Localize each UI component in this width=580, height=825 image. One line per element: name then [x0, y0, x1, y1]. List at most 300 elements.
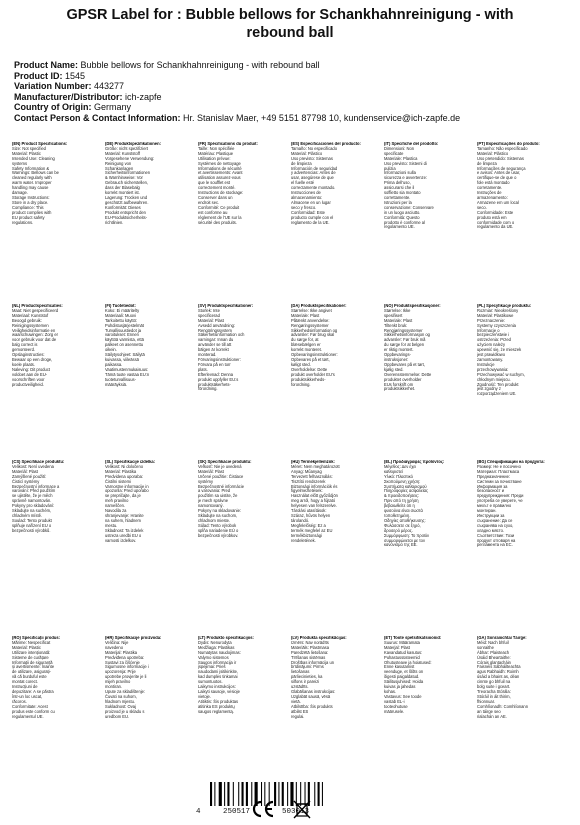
- spec-block-line: ustreza uredbi EU o: [105, 532, 142, 538]
- title-line-1: GPSR Label for : Bubble bellows for Schankhahnreinigung - with: [66, 7, 514, 23]
- spec-block-line: tooteohutuse: [384, 703, 408, 709]
- spec-block-line: Conformidade: Este: [477, 209, 514, 215]
- spec-block-line: produktet overholder: [384, 376, 422, 382]
- spec-block-line: Bezpečnostní informace a: [12, 483, 60, 489]
- spec-block-line: Bewaar op een droge,: [12, 356, 53, 362]
- spec-block: [105, 142, 191, 225]
- spec-block-heading: (SL) Specifikacije izdelka:: [105, 460, 156, 464]
- spec-block-line: kuivassa, viileässä: [105, 356, 139, 362]
- spec-block-line: Konformität: Dieses: [105, 204, 141, 210]
- barcode-bar: [224, 782, 225, 806]
- spec-block-line: correctement monté.: [198, 185, 236, 191]
- spec-block-line: Conformitate: Acest: [12, 703, 48, 709]
- spec-block-line: Reinigung von: [105, 160, 132, 166]
- spec-block-line: que le soufflet est: [198, 180, 231, 186]
- spec-block-line: rozporządzeniem UE.: [477, 391, 517, 397]
- spec-block: [384, 304, 470, 392]
- spec-block-line: Φυλάσσετε σε ξηρό,: [384, 522, 421, 528]
- spec-block-line: Sustavi za čišćenje: [105, 659, 140, 665]
- spec-block-line: vietā.: [291, 698, 301, 704]
- spec-block-line: Opbevaringsinstruktioner:: [291, 352, 338, 358]
- spec-block-line: & προειδοποιήσεις:: [384, 493, 420, 499]
- spec-block-line: Mărime: Nespecificat: [12, 639, 51, 645]
- spec-block-line: corretamente.: [477, 185, 503, 191]
- spec-block-line: blæsebælgen er: [291, 342, 321, 348]
- spec-block-line: varoitukset: Ennen: [105, 332, 139, 338]
- spec-block-line: Размер: Не е посочено: [477, 463, 521, 469]
- spec-block-line: Armazene em um local: [477, 199, 519, 205]
- spec-block-line: Systèmes de nettoyage: [198, 160, 241, 166]
- spec-block-line: Tarkoitettu käyttö:: [105, 317, 138, 323]
- spec-block-line: chladném místě.: [12, 512, 43, 518]
- spec-block-line: hladnom mjestu.: [105, 698, 136, 704]
- spec-block: [105, 460, 191, 543]
- spec-block-line: Čisticí systémy: [12, 478, 40, 484]
- barcode-bar: [238, 782, 239, 806]
- spec-block-line: βεβαιωθείτε ότι η: [384, 503, 415, 509]
- spec-block-line: Veličina: Nije: [105, 639, 129, 645]
- spec-block-line: Conserver dans un: [198, 194, 233, 200]
- spec-block-line: Biztonsági információk és: [291, 483, 338, 489]
- spec-block-heading: (PT) Especificações do produto:: [477, 142, 540, 146]
- spec-block-line: Sicherheitsinformationen: [105, 170, 151, 176]
- spec-block-line: förordning.: [198, 386, 218, 392]
- spec-block-line: productveiligheid.: [12, 381, 44, 387]
- spec-block-line: richtlinien.: [105, 219, 124, 225]
- spec-block: [105, 304, 191, 387]
- spec-block-line: Informații de siguranță: [12, 659, 53, 665]
- spec-block-line: Stóráil in áit thirim,: [477, 693, 511, 699]
- spec-block-line: Safety Information &: [12, 165, 50, 171]
- spec-block-line: Tīrīšanas sistēmas: [291, 654, 326, 660]
- spec-block-heading: (RO) Specificații produs:: [12, 636, 60, 640]
- spec-block-line: cleaned regularly with: [12, 175, 52, 181]
- spec-block-line: y advertencias: Antes de: [291, 170, 336, 176]
- spec-block-line: zamontowany.: [477, 356, 504, 362]
- spec-block-heading: (FI) Tuotetiedot:: [105, 304, 136, 308]
- spec-block-heading: (HR) Specifikacije proizvoda:: [105, 636, 162, 640]
- spec-block-line: vietoje.: [198, 693, 211, 699]
- spec-block-line: Системи за почистване: [477, 478, 522, 484]
- spec-block-line: Instrucciones de: [291, 190, 321, 196]
- spec-block-heading: (HU) Termékjellemzők:: [291, 460, 335, 464]
- spec-block-line: Förvara på en torr: [198, 361, 231, 367]
- spec-block-line: Ábhar: Plaisteach: [477, 649, 510, 655]
- spec-block-heading: (LV) Produkta specifikācijas:: [291, 636, 347, 640]
- spec-block-line: Size: Not specified: [12, 145, 46, 151]
- spec-block-line: použitím sa uistite, že: [198, 493, 238, 499]
- spec-block-line: Størrelse: Ikke angivet: [291, 307, 332, 313]
- spec-block-line: figyelmeztetések:: [291, 488, 323, 494]
- spec-block-line: κανονισμό της ΕΕ.: [384, 542, 418, 548]
- spec-block-line: Storage Instructions:: [12, 194, 50, 200]
- spec-block-line: Medžiaga: Plastikas: [198, 644, 235, 650]
- spec-block-line: Materiál: Plast: [12, 468, 38, 474]
- spec-block-line: systems: [12, 160, 28, 166]
- barcode-bar: [287, 782, 288, 806]
- spec-block-line: atitinka ES produktų: [198, 703, 235, 709]
- ean-barcode: [206, 782, 326, 802]
- spec-block-line: damage.: [12, 190, 28, 196]
- spec-block-line: sicurezza e avvertenze:: [384, 175, 428, 181]
- spec-block-line: Lagerung: Trocken und: [105, 194, 148, 200]
- spec-block-line: varningar: Innan du: [198, 337, 234, 343]
- spec-block: [291, 460, 377, 543]
- spec-block-line: specificerad: [198, 312, 220, 318]
- info-label: Manufacturer/Distributor:: [14, 91, 123, 102]
- spec-block-line: într-un loc uscat,: [12, 693, 43, 699]
- spec-block-line: jest prawidłowo: [477, 352, 505, 358]
- spec-block-line: Puhdistusjärjestelmät: [105, 322, 144, 328]
- product-info: [14, 60, 574, 124]
- spec-block-line: veenduge, et lõõts on: [384, 669, 424, 675]
- spec-block-line: Materjal: Plast: [384, 644, 410, 650]
- spec-block-line: użyciem należy: [477, 342, 505, 348]
- spec-block-line: seco y fresco.: [291, 204, 317, 210]
- spec-block-line: el fuelle esté: [291, 180, 314, 186]
- spec-block-line: Overholdelse: Dette: [291, 366, 328, 372]
- spec-block-line: Säilytysohjeet: Säilytä: [105, 352, 145, 358]
- spec-block-line: Určené použitie: Čistiace: [198, 473, 244, 479]
- info-row: [14, 92, 574, 103]
- spec-block-line: uzstādīts.: [291, 684, 309, 690]
- info-row: [14, 60, 574, 71]
- spec-block-line: продукт отговаря на: [477, 537, 516, 543]
- spec-block-line: монтиран.: [477, 508, 497, 514]
- spec-block-line: Utilisation prévue:: [198, 155, 231, 161]
- spec-block-line: warm water. Improper: [12, 180, 52, 186]
- spec-block-line: seco.: [477, 204, 487, 210]
- spec-block-line: plats.: [198, 366, 208, 372]
- spec-block-line: kjølig sted.: [384, 366, 404, 372]
- info-row: [14, 71, 574, 82]
- spec-block-line: correctamente montado.: [291, 185, 336, 191]
- info-label: Contact Person & Contact Information:: [14, 112, 181, 123]
- spec-block-line: använder se till att: [198, 342, 232, 348]
- spec-block-line: Material: Plástico: [291, 150, 323, 156]
- spec-block-line: Sisteme de curățare: [12, 654, 49, 660]
- spec-block-line: Használat előtt győződjön: [291, 493, 338, 499]
- spec-block-line: upozorenja: Prije: [105, 669, 136, 675]
- spec-block-line: Μέγεθος: Δεν έχει: [384, 463, 417, 469]
- spec-block-line: se prepričajte, da je: [105, 493, 141, 499]
- spec-block-line: Izmērs: Nav norādīts: [291, 639, 329, 645]
- spec-block-heading: (ET) Toote spetsifikatsioonid:: [384, 636, 442, 640]
- spec-block-line: Enne kasutamist: [384, 664, 415, 670]
- spec-block-line: producto cumple con el: [291, 214, 334, 220]
- spec-block-line: du sørge for, at: [291, 337, 319, 343]
- spec-block-line: chłodnym miejscu.: [477, 376, 511, 382]
- barcode-bar: [242, 782, 244, 806]
- spec-block-line: produs este conform cu: [12, 708, 55, 714]
- spec-block-line: spĺňa nariadenie EÚ o: [198, 527, 239, 533]
- spec-block-line: Materiál: Plast: [198, 468, 224, 474]
- spec-block-line: almacenamiento:: [291, 194, 323, 200]
- spec-block-line: se ujistěte, že je měch: [12, 493, 53, 499]
- spec-block-line: Υλικό: Πλαστικό: [384, 473, 413, 479]
- spec-block-line: Vastavus: See toode: [384, 693, 422, 699]
- spec-block-line: conformidade com o: [477, 219, 515, 225]
- spec-block-line: Intended Use: Cleaning: [12, 155, 55, 161]
- spec-block-line: pārliecinieties, ka: [291, 674, 323, 680]
- spec-block-line: specificate: [384, 150, 404, 156]
- spec-block-line: Größe: nicht spezifiziert: [105, 145, 148, 151]
- spec-block-line: și avertismente: Înainte: [12, 664, 55, 670]
- spec-block-line: τοποθετημένη.: [384, 512, 411, 518]
- spec-block-line: Uso previsto: Sistemi di: [384, 160, 427, 166]
- spec-block-line: Säilitusjuhised: Hoida: [384, 679, 424, 685]
- spec-block-heading: (GA) Sonraíochtaí Táirge:: [477, 636, 527, 640]
- spec-block-line: Instrucțiuni de: [12, 684, 38, 690]
- spec-block-line: termékbiztonsági: [291, 532, 322, 538]
- spec-block-line: Veiligheidsinformatie en: [12, 327, 56, 333]
- barcode-digit-lead: 4: [196, 808, 201, 816]
- spec-block-line: silfons ir pareizi: [291, 679, 320, 685]
- spec-block-line: Taille: Non spécifiée: [198, 145, 235, 151]
- spec-block-line: correttamente.: [384, 194, 411, 200]
- spec-block-line: Tiltenkt bruk:: [384, 322, 408, 328]
- spec-block-line: Información de seguridad: [291, 165, 338, 171]
- spec-block-line: Navodila za: [105, 508, 127, 514]
- spec-block-line: Storlek: Inte: [198, 307, 220, 313]
- spec-block-line: EUs forskrift om: [384, 381, 414, 387]
- spec-block-line: Zamýšlené použití:: [12, 473, 47, 479]
- spec-block-line: atbilst ES: [291, 708, 309, 714]
- spec-block-line: Matériau: Plastique: [198, 150, 234, 156]
- spec-block-line: uredbom EU.: [105, 713, 130, 719]
- spec-block-line: Инструкции за: [477, 512, 505, 518]
- spec-block-line: Material: Plastika: [105, 468, 137, 474]
- spec-block-line: Instrukcje: [477, 361, 495, 367]
- spec-block-line: Materiale: Plast: [291, 312, 320, 318]
- spec-block-line: varování: Před použitím: [12, 488, 56, 494]
- spec-block-line: Avsedd användning:: [198, 322, 236, 328]
- spec-block-line: употреба се уверете, че: [477, 498, 523, 504]
- spec-block-line: EU-Produktsicherheits-: [105, 214, 148, 220]
- spec-block-line: įspėjimai: Prieš: [198, 664, 226, 670]
- spec-block-line: ostrzeżenia: Przed: [477, 337, 511, 343]
- spec-block-line: Dimensioni: Non: [384, 145, 415, 151]
- spec-block-line: Conformità: Questo: [384, 214, 420, 220]
- info-label: Product ID:: [14, 70, 63, 81]
- spec-block-line: Οδηγίες αποθήκευσης:: [384, 517, 426, 523]
- spec-block-line: fhionnuar.: [477, 698, 495, 704]
- spec-block-line: Atitiktis: Šis produktas: [198, 698, 239, 704]
- spec-block-line: съхранява на сухо,: [477, 522, 514, 528]
- spec-block-line: termék megfelel az EU: [291, 527, 333, 533]
- spec-block-line: de limpeza: [477, 160, 497, 166]
- spec-block-line: Материал: Пластмаса: [477, 468, 520, 474]
- spec-block-line: Upute za skladištenje:: [105, 688, 146, 694]
- info-label: Variation Number:: [14, 81, 92, 92]
- spec-block-line: Tisztító rendszerek: [291, 478, 326, 484]
- spec-block-line: Száraz, hűvös helyen: [291, 512, 331, 518]
- spec-block-line: varnosti izdelkov.: [105, 537, 137, 543]
- spec-block-line: rendeletének.: [291, 537, 316, 543]
- spec-block-line: Faisnéis Sábháilteachta: [477, 664, 521, 670]
- spec-block: [12, 142, 98, 225]
- spec-block-line: armazenamento:: [477, 194, 508, 200]
- spec-block: [384, 460, 470, 548]
- spec-block-line: de utilizare, asigurați-: [12, 669, 51, 675]
- spec-block-line: Sikkerhedsinformation og: [291, 327, 338, 333]
- spec-block-line: Overensstemmelse: Dette: [384, 371, 432, 377]
- barcode-bar: [219, 782, 222, 806]
- spec-block-line: Predviđena upotreba:: [105, 654, 145, 660]
- spec-block-heading: (DA) Produktspecifikationer:: [291, 304, 347, 308]
- spec-block-line: utilisation assurez-vous: [198, 175, 241, 181]
- info-value: Hr. Stanislav Maer, +49 5151 87798 10, kundenservice@ich-zapfe.de: [183, 112, 461, 123]
- spec-block-line: Sukladnost: Ovaj: [105, 703, 136, 709]
- barcode-bar: [233, 782, 234, 806]
- spec-block: [291, 304, 377, 387]
- spec-block-line: răcoros.: [12, 698, 27, 704]
- spec-block-heading: (DE) Produktspezifikationen:: [105, 142, 161, 146]
- spec-block-line: Opbevares på et tørt,: [291, 356, 330, 362]
- spec-block-line: Velikost: Ni določeno: [105, 463, 144, 469]
- spec-block-line: Instructions de stockage:: [198, 190, 244, 196]
- spec-block-line: de limpieza: [291, 160, 312, 166]
- spec-block-line: Materiāls: Plastmasa: [291, 644, 329, 650]
- spec-block-line: съхранение: Да се: [477, 517, 513, 523]
- spec-block-line: Material: Plástico: [477, 150, 509, 156]
- spec-block-line: Atbilstība: Šis produkts: [291, 703, 333, 709]
- spec-block-line: предупреждения: Преди: [477, 493, 524, 499]
- spec-block-line: õigesti paigaldatud.: [384, 674, 420, 680]
- barcode-bar: [278, 782, 279, 806]
- label-title: [20, 6, 560, 42]
- spec-block-line: Laikymo instrukcijos:: [198, 684, 236, 690]
- spec-block-line: Oppbevarings-: [384, 352, 411, 358]
- spec-block-line: agus Rabhaidh: Roimh: [477, 669, 519, 675]
- spec-block-line: EU product safety: [12, 214, 45, 220]
- spec-block-line: Instruções de: [477, 190, 502, 196]
- spec-block-line: správně namontován.: [12, 498, 52, 504]
- spec-block-line: Úsáid Bheartaithe:: [477, 654, 511, 660]
- spec-block-line: produkt overholder EU's: [291, 371, 335, 377]
- spec-block-line: Material: Kunststoff: [105, 150, 140, 156]
- spec-block-line: est conforme au: [198, 209, 228, 215]
- spec-block-line: namontovaný.: [198, 503, 224, 509]
- title-line-2: rebound ball: [246, 25, 334, 41]
- spec-block-line: reglamento de la UE.: [291, 219, 330, 225]
- spec-block-line: регламента на ЕС.: [477, 542, 513, 548]
- spec-block-line: voldoet aan de EU-: [12, 371, 48, 377]
- spec-block-line: korrekt montiert ist.: [105, 190, 140, 196]
- spec-block-line: produktsikkerhet.: [384, 386, 416, 392]
- spec-block-line: koele plaats.: [12, 361, 35, 367]
- spec-block-line: opozorila: Pred uporabo: [105, 488, 149, 494]
- spec-block-line: Tamanho: Não especificado: [477, 145, 528, 151]
- spec-block-line: Vaatimustenmukaisuus:: [105, 366, 149, 372]
- spec-block-line: Przechowywać w suchym,: [477, 371, 525, 377]
- barcode-bar: [214, 782, 215, 806]
- spec-block-line: gemonteerd.: [12, 347, 35, 353]
- spec-block-line: Informacje o: [477, 327, 500, 333]
- spec-block-heading: (EL) Προδιαγραφές προϊόντος:: [384, 460, 445, 464]
- spec-block-line: na suhem, hladnem: [105, 517, 141, 523]
- spec-block-line: Uzglabāt sausā, vēsā: [291, 693, 331, 699]
- spec-block-line: mijeh pravilno: [105, 679, 131, 685]
- spec-block-line: Conformidad: Este: [291, 209, 325, 215]
- spec-block-line: Conformité: Ce produit: [198, 204, 240, 210]
- spec-block-line: Sigurnosne informacije i: [105, 664, 149, 670]
- spec-block-heading: (EN) Product Specifications:: [12, 142, 68, 146]
- spec-block-line: du sørge for at belgen: [384, 342, 425, 348]
- spec-block-line: monterad.: [198, 352, 217, 358]
- spec-block-line: Materiale: Plastica: [384, 155, 418, 161]
- spec-block-line: Material: Plastic: [12, 644, 41, 650]
- spec-block-line: Suurus: Määramata: [384, 639, 420, 645]
- spec-block-line: regolamento UE.: [384, 224, 415, 230]
- spec-block-line: prodotto è conforme al: [384, 219, 425, 225]
- spec-block-line: depozitare: A se păstra: [12, 688, 54, 694]
- spec-block-line: Rengjøringssystemer: [384, 327, 423, 333]
- spec-block-line: montat corect.: [12, 679, 38, 685]
- spec-block-line: a varovania: Pred: [198, 488, 231, 494]
- spec-block-line: bezpečnosti výrobkov.: [198, 532, 239, 538]
- spec-block-line: navedeno: [105, 644, 123, 650]
- spec-block-line: Turvallisuustiedot ja: [105, 327, 142, 333]
- spec-block-line: Zgodność: Ten produkt: [477, 381, 519, 387]
- spec-block-line: Materiale: Plast: [384, 317, 413, 323]
- spec-block-line: Súlad: Tento výrobok: [198, 522, 237, 528]
- spec-block-line: Съответствие: Този: [477, 532, 515, 538]
- spec-block-heading: (NL) Productspecificaties:: [12, 304, 63, 308]
- spec-block-line: regulations.: [12, 219, 34, 225]
- spec-block-line: palkeet on asennettu: [105, 342, 144, 348]
- spec-block-line: Opslaginstructies:: [12, 352, 45, 358]
- spec-block-line: Saugos informacija ir: [198, 659, 237, 665]
- spec-block-line: Uso previsto: Sistemas: [291, 155, 333, 161]
- info-value: ich-zapfe: [125, 91, 162, 102]
- spec-block-heading: (SK) Špecifikácie produktu:: [198, 460, 252, 464]
- spec-block: [477, 460, 563, 548]
- spec-block-line: Informations de sécurité: [198, 165, 242, 171]
- spec-block-line: certifique-se de que o: [477, 175, 517, 181]
- spec-block-line: regulai.: [291, 713, 305, 719]
- spec-block-line: bälgen är korrekt: [198, 347, 229, 353]
- spec-block-line: Méid: Nach bhfuil: [477, 639, 509, 645]
- spec-block-line: Skladujte na suchom,: [198, 512, 238, 518]
- spec-block-line: in un luogo asciutto.: [384, 209, 421, 215]
- spec-block-line: Πληροφορίες ασφαλείας: [384, 488, 429, 494]
- spec-block-line: mestu.: [105, 522, 118, 528]
- spec-block-line: shranjevanje: Hranite: [105, 512, 144, 518]
- spec-block-heading: (FR) Spécifications du produit:: [198, 142, 258, 146]
- spec-block-line: φυσούνα είναι σωστά: [384, 508, 423, 514]
- spec-block-line: conservazione: Conservare: [384, 204, 434, 210]
- spec-block-heading: (IT) Specifiche del prodotto:: [384, 142, 439, 146]
- spec-block: [12, 460, 98, 534]
- spec-block-line: Istruzioni per la: [384, 199, 412, 205]
- spec-block-line: Tamaño: No especificado: [291, 145, 337, 151]
- spec-block-line: Ohutusteave ja hoiatused:: [384, 659, 432, 665]
- spec-block-line: regulamentul UE.: [12, 713, 44, 719]
- spec-block-line: Tárolási utasítások:: [291, 508, 327, 514]
- spec-block-line: helyesen van felszerelve.: [291, 503, 337, 509]
- spec-block-line: Schankanlagen: [105, 165, 134, 171]
- spec-block-line: oikein.: [105, 347, 117, 353]
- barcode-bar: [246, 782, 248, 806]
- spec-block-line: Информация за: [477, 483, 508, 489]
- spec-block-line: Produkt entspricht den: [105, 209, 146, 215]
- barcode-bar: [282, 782, 284, 806]
- spec-block-line: meh pravilno: [105, 498, 129, 504]
- spec-block-line: upewnić się, że mieszek: [477, 347, 522, 353]
- spec-block: [477, 304, 563, 397]
- spec-block-line: Čuvati na suhom,: [105, 693, 137, 699]
